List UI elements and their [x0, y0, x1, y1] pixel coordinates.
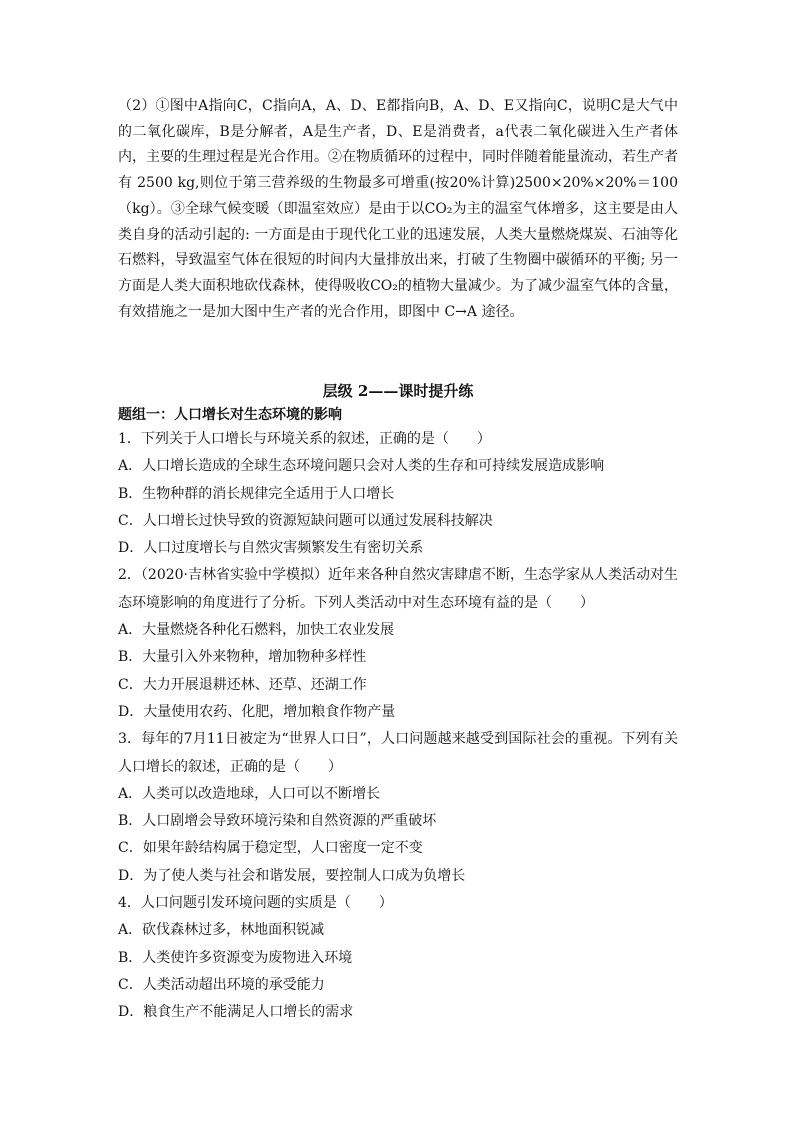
option-b: B．人类使许多资源变为废物进入环境	[118, 949, 353, 966]
option-a: A．人类可以改造地球，人口可以不断增长	[118, 785, 381, 802]
option-d: D．大量使用农药、化肥，增加粮食作物产量	[118, 703, 396, 720]
question-3	[118, 726, 678, 890]
option-c: C．人类活动超出环境的承受能力	[118, 976, 325, 993]
option-d: D．粮食生产不能满足人口增长的需求	[118, 1004, 354, 1021]
question-stem: 1．下列关于人口增长与环境关系的叙述，正确的是（ ）	[118, 431, 491, 447]
question-stem: 4．人口问题引发环境问题的实质是（ ）	[118, 895, 393, 912]
option-c: C．大力开展退耕还林、还草、还湖工作	[118, 676, 367, 693]
question-2	[118, 562, 678, 726]
option-d: D．人口过度增长与自然灾害频繁发生有密切关系	[118, 540, 424, 557]
option-b: B．大量引入外来物种，增加物种多样性	[118, 649, 367, 666]
option-a: A．大量燃烧各种化石燃料，加快工农业发展	[118, 622, 395, 639]
exercise-section	[118, 380, 678, 1027]
answer-analysis-paragraph	[118, 94, 678, 325]
option-b: B．人口剧增会导致环境污染和自然资源的严重破坏	[118, 813, 437, 830]
question-stem: 2．（2020·吉林省实验中学模拟）近年来各种自然灾害肆虐不断，生态学家从人类活动对生态环境影响的角度进行了分析。下列人类活动中对生态环境有益的是（ ）	[118, 567, 678, 611]
option-b: B．生物种群的消长规律完全适用于人口增长	[118, 485, 395, 502]
option-c: C．如果年龄结构属于稳定型，人口密度一定不变	[118, 840, 423, 857]
group-title: 题组一：人口增长对生态环境的影响	[118, 407, 342, 423]
option-c: C．人口增长过快导致的资源短缺问题可以通过发展科技解决	[118, 512, 493, 529]
question-1	[118, 426, 678, 562]
question-4	[118, 890, 678, 1026]
option-a: A．人口增长造成的全球生态环境问题只会对人类的生存和可持续发展造成影响	[118, 458, 605, 475]
option-a: A．砍伐森林过多，林地面积锐减	[118, 922, 325, 939]
level-title: 层级 2——课时提升练	[322, 382, 474, 400]
analysis-text: （2）①图中A指向C，C指向A，A、D、E都指向B，A、D、E又指向C，说明C是大气中的二氧化碳库，B是分解者，A是生产者，D、E是消费者，a代表二氧化碳进入生产者体内，主要的生理过程是光合作用。②在物质循环的过程中，同时伴随着能量流动，若生产者有 2500 kg,则位于第三营养级的生物最多可增重(按20%计算)2500×20%×20%＝100（kg）。③全球气候变暖（即温室效应）是由于以CO₂为主的温室气体增多，这主要是由人类自身的活动引起的: 一方面是由于现代化工业的迅速发展，人类大量燃烧煤炭、石油等化石燃料，导致温室气体在很短的时间内大量排放出来，打破了生物圈中碳循环的平衡; 另一方面是人类大面积地砍伐森林，使得吸收CO₂的植物大量减少。为了减少温室气体的含量，有效措施之一是加大图中生产者的光合作用，即图中 C→A 途径。	[118, 98, 678, 320]
question-stem: 3．每年的7月11日被定为“世界人口日”，人口问题越来越受到国际社会的重视。下列有关人口增长的叙述，正确的是（ ）	[118, 731, 678, 775]
option-d: D．为了使人类与社会和谐发展，要控制人口成为负增长	[118, 867, 466, 884]
